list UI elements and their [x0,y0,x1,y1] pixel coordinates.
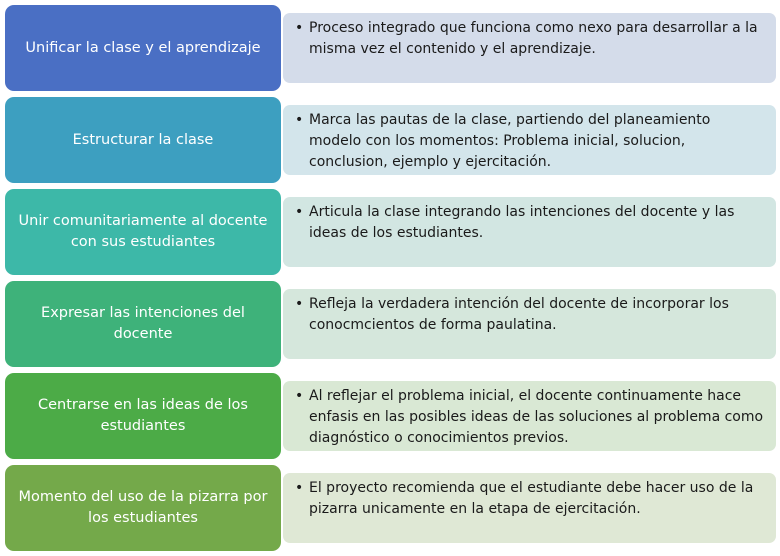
row-label: Centrarse en las ideas de los estudiantes [5,373,281,459]
row-description: El proyecto recomienda que el estudiante debe hacer uso de la pizarra unicamente en la etapa de ejercitación. [309,480,754,517]
row-description-box [283,381,776,451]
row-centrarse [0,373,780,459]
bullet: • [295,20,304,36]
bullet: • [295,204,304,220]
row-description: Marca las pautas de la clase, partiendo del planeamiento modelo con los momentos: Problema inicial, solucion, conclusion, ejemplo y ejercitación. [309,112,711,170]
bullet: • [295,296,304,312]
row-momento [0,465,780,551]
row-description: Articula la clase integrando las intenciones del docente y las ideas de los estudiantes. [309,204,735,241]
row-label: Unir comunitariamente al docente con sus estudiantes [5,189,281,275]
bullet: • [295,388,304,404]
row-description: Proceso integrado que funciona como nexo para desarrollar a la misma vez el contenido y el aprendizaje. [309,20,758,57]
row-label: Unificar la clase y el aprendizaje [5,5,281,91]
row-unificar [0,5,780,91]
row-description-box [283,473,776,543]
bullet: • [295,480,304,496]
row-description-box [283,289,776,359]
row-label: Estructurar la clase [5,97,281,183]
row-unir [0,189,780,275]
row-description: Refleja la verdadera intención del docente de incorporar los conocmcientos de forma paulatina. [309,296,729,333]
bullet: • [295,112,304,128]
row-description-box [283,13,776,83]
row-description-box [283,105,776,175]
row-estructurar [0,97,780,183]
row-expresar [0,281,780,367]
row-description-box [283,197,776,267]
row-label: Expresar las intenciones del docente [5,281,281,367]
row-description: Al reflejar el problema inicial, el docente continuamente hace enfasis en las posibles ideas de las soluciones al problema como diagnóstico o conocimientos previos. [309,388,764,446]
row-label: Momento del uso de la pizarra por los estudiantes [5,465,281,551]
